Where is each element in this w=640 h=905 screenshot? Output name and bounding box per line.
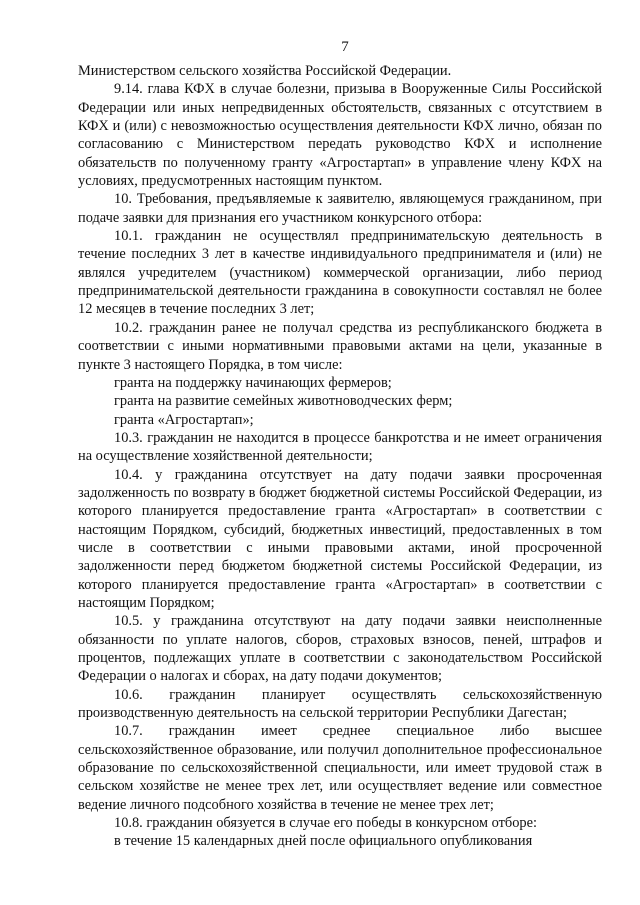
paragraph-10-8-item: в течение 15 календарных дней после официального опубликования — [114, 833, 533, 850]
paragraph-9-14: 9.14. глава КФХ в случае болезни, призыва в Вооруженные Силы Российской Федерации или иных непредвиденных обстоятельств, связанных с отсутствием в КФХ и (или) с невозможностью осуществления деятельности КФХ лично, обязан по согласованию с Министерством передать руководство КФХ и исполнение обязательств по полученному гранту «Агростартап» в управление члену КФХ на условиях, предусмотренных настоящим пунктом. — [78, 81, 602, 190]
paragraph-continuation: Министерством сельского хозяйства Российской Федерации. — [78, 63, 452, 79]
list-item-grant-agrostartap: гранта «Агростартап»; — [114, 411, 254, 428]
paragraph-10-3: 10.3. гражданин не находится в процессе банкротства и не имеет ограничения на осуществление хозяйственной деятельности; — [78, 429, 602, 465]
paragraph-10-1: 10.1. гражданин не осуществлял предпринимательскую деятельность в течение последних 3 лет в качестве индивидуального предпринимателя и (или) не являлся учредителем (участником) коммерческой организации, либо период предпринимательской деятельности гражданина в совокупности составлял не более 12 месяцев в течение последних 3 лет; — [78, 228, 602, 318]
list-item-grant-beginning-farmers: гранта на поддержку начинающих фермеров; — [114, 374, 392, 391]
paragraph-10-8: 10.8. гражданин обязуется в случае его победы в конкурсном отборе: — [114, 815, 537, 832]
paragraph-10-4: 10.4. у гражданина отсутствует на дату подачи заявки просроченная задолженность по возврату в бюджет бюджетной системы Российской Федерации, из которого планируется предоставление гранта «Агростартап» в соответствии с настоящим Порядком, субсидий, бюджетных инвестиций, предоставленных в том числе в соответствии с иными правовыми актами, иной просроченной задолженности перед бюджетом бюджетной системы Российской Федерации, из которого планируется предоставление гранта «Агростартап» в соответствии с настоящим Порядком; — [78, 466, 602, 611]
paragraph-10-7: 10.7. гражданин имеет среднее специальное либо высшее сельскохозяйственное образование, или получил дополнительное профессиональное образование по сельскохозяйственной специальности, или имеет трудовой стаж в сельском хозяйстве не менее трех лет, или осуществляет ведение или совместное ведение личного подсобного хозяйства в течение не менее трех лет; — [78, 723, 602, 813]
document-body — [78, 62, 602, 851]
paragraph-10-5: 10.5. у гражданина отсутствуют на дату подачи заявки неисполненные обязанности по уплате налогов, сборов, страховых взносов, пеней, штрафов и процентов, подлежащих уплате в соответствии с законодательством Российской Федерации о налогах и сборах, на дату подачи документов; — [78, 613, 602, 685]
paragraph-10: 10. Требования, предъявляемые к заявителю, являющемуся гражданином, при подаче заявки для признания его участником конкурсного отбора: — [78, 191, 602, 226]
paragraph-10-6: 10.6. гражданин планирует осуществлять сельскохозяйственную производственную деятельность на сельской территории Республики Дагестан; — [78, 686, 602, 722]
paragraph-10-2: 10.2. гражданин ранее не получал средства из республиканского бюджета в соответствии с иными нормативными правовыми актами на цели, указанные в пункте 3 настоящего Порядка, в том числе: — [78, 319, 602, 373]
list-item-grant-family-farms: гранта на развитие семейных животноводческих ферм; — [114, 393, 453, 410]
page-number: 7 — [341, 39, 349, 55]
